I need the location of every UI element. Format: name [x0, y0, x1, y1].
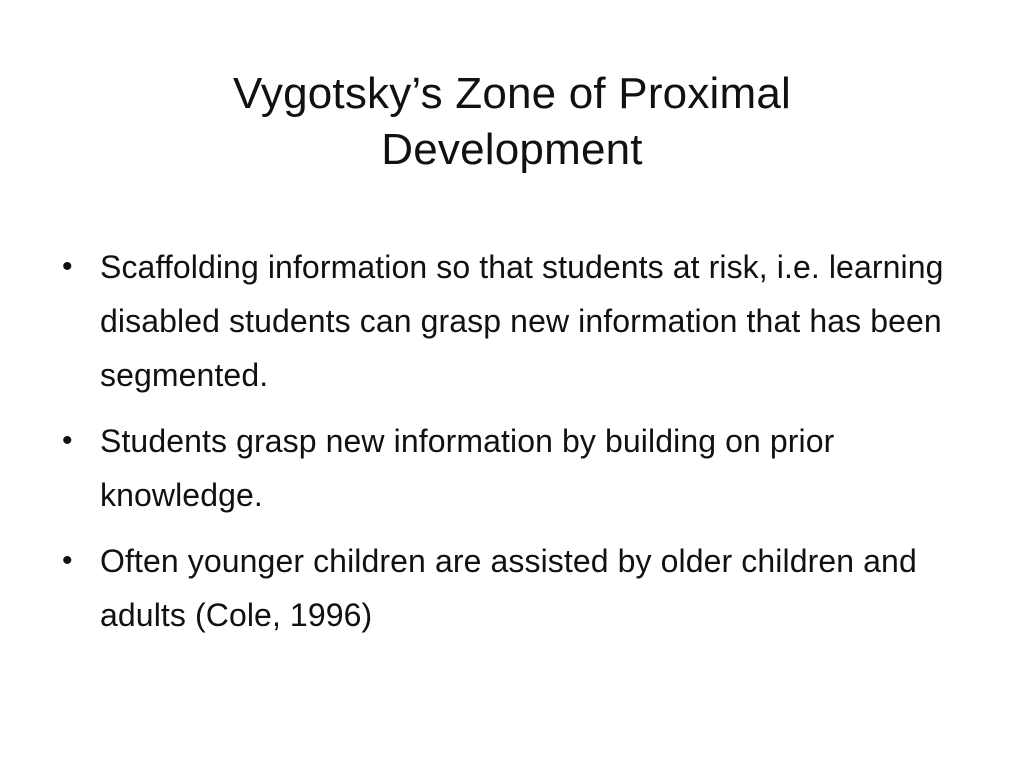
bullet-item [58, 240, 958, 402]
bullet-text: Scaffolding information so that students at risk, i.e. learning disabled students can grasp new information that has been segmented. [100, 249, 944, 393]
bullet-icon: • [62, 424, 73, 457]
bullet-icon: • [62, 250, 73, 283]
slide-title: Vygotsky’s Zone of Proximal Development [232, 69, 792, 174]
bullet-text: Students grasp new information by building on prior knowledge. [100, 423, 835, 513]
bullet-text: Often younger children are assisted by older children and adults (Cole, 1996) [100, 543, 917, 633]
bullet-item [58, 414, 958, 522]
bullet-list [58, 240, 958, 654]
bullet-icon: • [62, 544, 73, 577]
bullet-item [58, 534, 958, 642]
